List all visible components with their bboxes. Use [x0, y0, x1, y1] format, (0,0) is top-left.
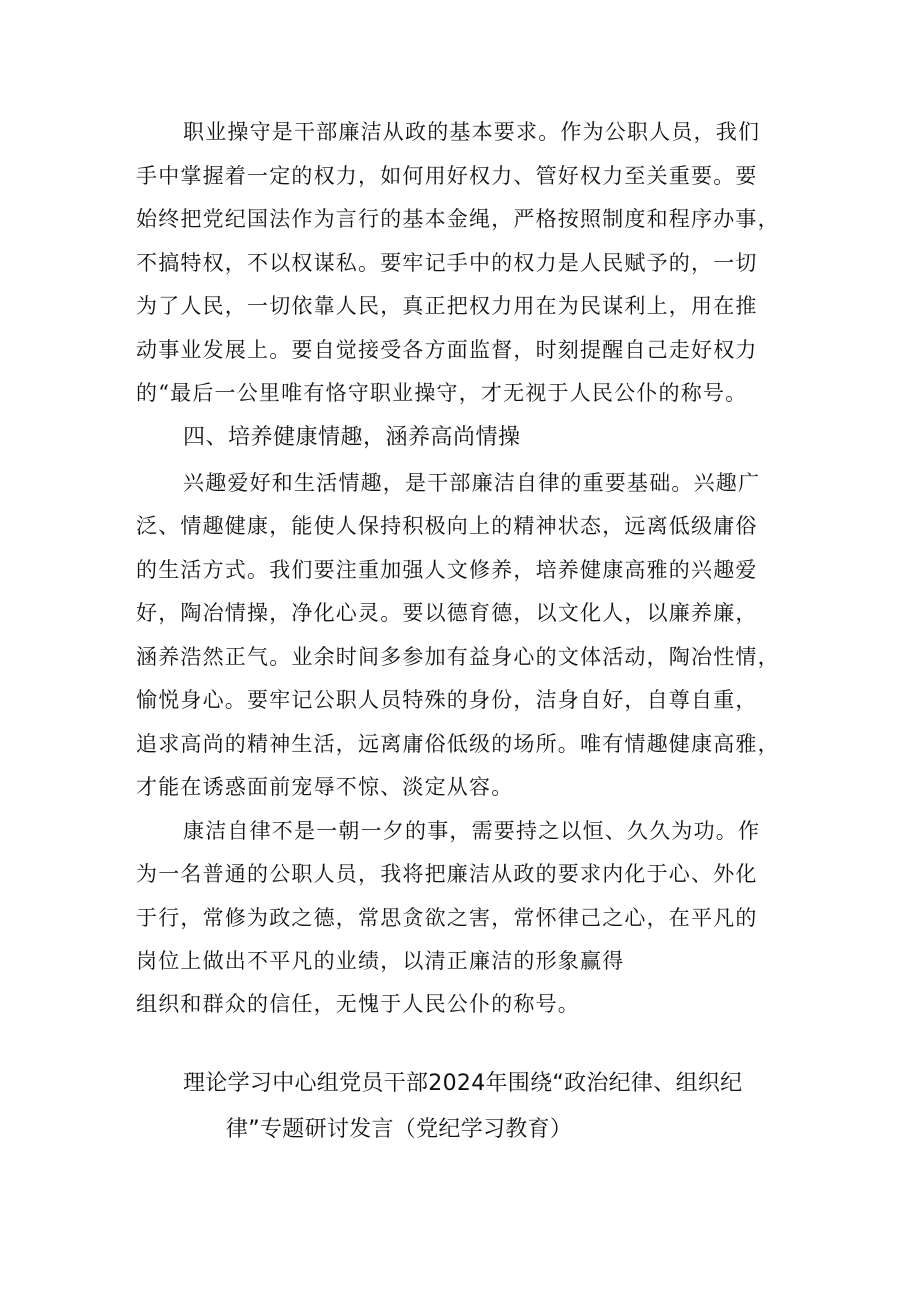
text-line: 才能在诱惑面前宠辱不惊、淡定从容。	[136, 775, 514, 799]
text-line: 手中掌握着一定的权力，如何用好权力、管好权力至关重要。要	[136, 164, 758, 188]
text-line: 好，陶冶情操，净化心灵。要以德育德，以文化人，以廉养廉，	[136, 601, 758, 625]
text-line: 为一名普通的公职人员，我将把廉洁从政的要求内化于心、外化	[136, 862, 758, 886]
section-heading: 四、培养健康情趣，涵养高尚情操	[183, 425, 521, 450]
text-line: 兴趣爱好和生活情趣，是干部廉洁自律的重要基础。兴趣广	[183, 471, 761, 495]
text-line: 职业操守是干部廉洁从政的基本要求。作为公职人员，我们	[183, 120, 761, 144]
text-line: 愉悦身心。要牢记公职人员特殊的身份，洁身自好，自尊自重，	[136, 688, 758, 712]
text-line: 始终把党纪国法作为言行的基本金绳，严格按照制度和程序办事，	[136, 207, 780, 231]
text-line: 不搞特权，不以权谋私。要牢记手中的权力是人民赋予的，一切	[136, 251, 758, 275]
text-line: 涵养浩然正气。业余时间多参加有益身心的文体活动，陶冶性情，	[136, 645, 780, 669]
title-line: 理论学习中心组党员干部2024年围绕“政治纪律、组织纪	[183, 1071, 743, 1096]
text-line: 追求高尚的精神生活，远离庸俗低级的场所。唯有情趣健康高雅，	[136, 732, 780, 756]
text-line: 泛、情趣健康，能使人保持积极向上的精神状态，远离低级庸俗	[136, 514, 758, 538]
title-line: 律”专题研讨发言（党纪学习教育）	[226, 1117, 573, 1142]
text-line: 康洁自律不是一朝一夕的事，需要持之以恒、久久为功。作	[183, 819, 761, 843]
text-line: 于行，常修为政之德，常思贪欲之害，常怀律己之心，在平凡的	[136, 906, 758, 930]
text-line: 组织和群众的信任，无愧于人民公仆的称号。	[136, 992, 580, 1016]
text-line: 动事业发展上。要自觉接受各方面监督，时刻提醒自己走好权力	[136, 338, 758, 362]
text-line: 为了人民，一切依靠人民，真正把权力用在为民谋利上，用在推	[136, 294, 758, 318]
text-line: 的生活方式。我们要注重加强人文修养，培养健康高雅的兴趣爱	[136, 558, 758, 582]
text-line: 的“最后一公里唯有恪守职业操守，才无视于人民公仆的称号。	[136, 381, 748, 405]
text-line: 岗位上做出不平凡的业绩，以清正廉洁的形象赢得	[136, 949, 625, 973]
